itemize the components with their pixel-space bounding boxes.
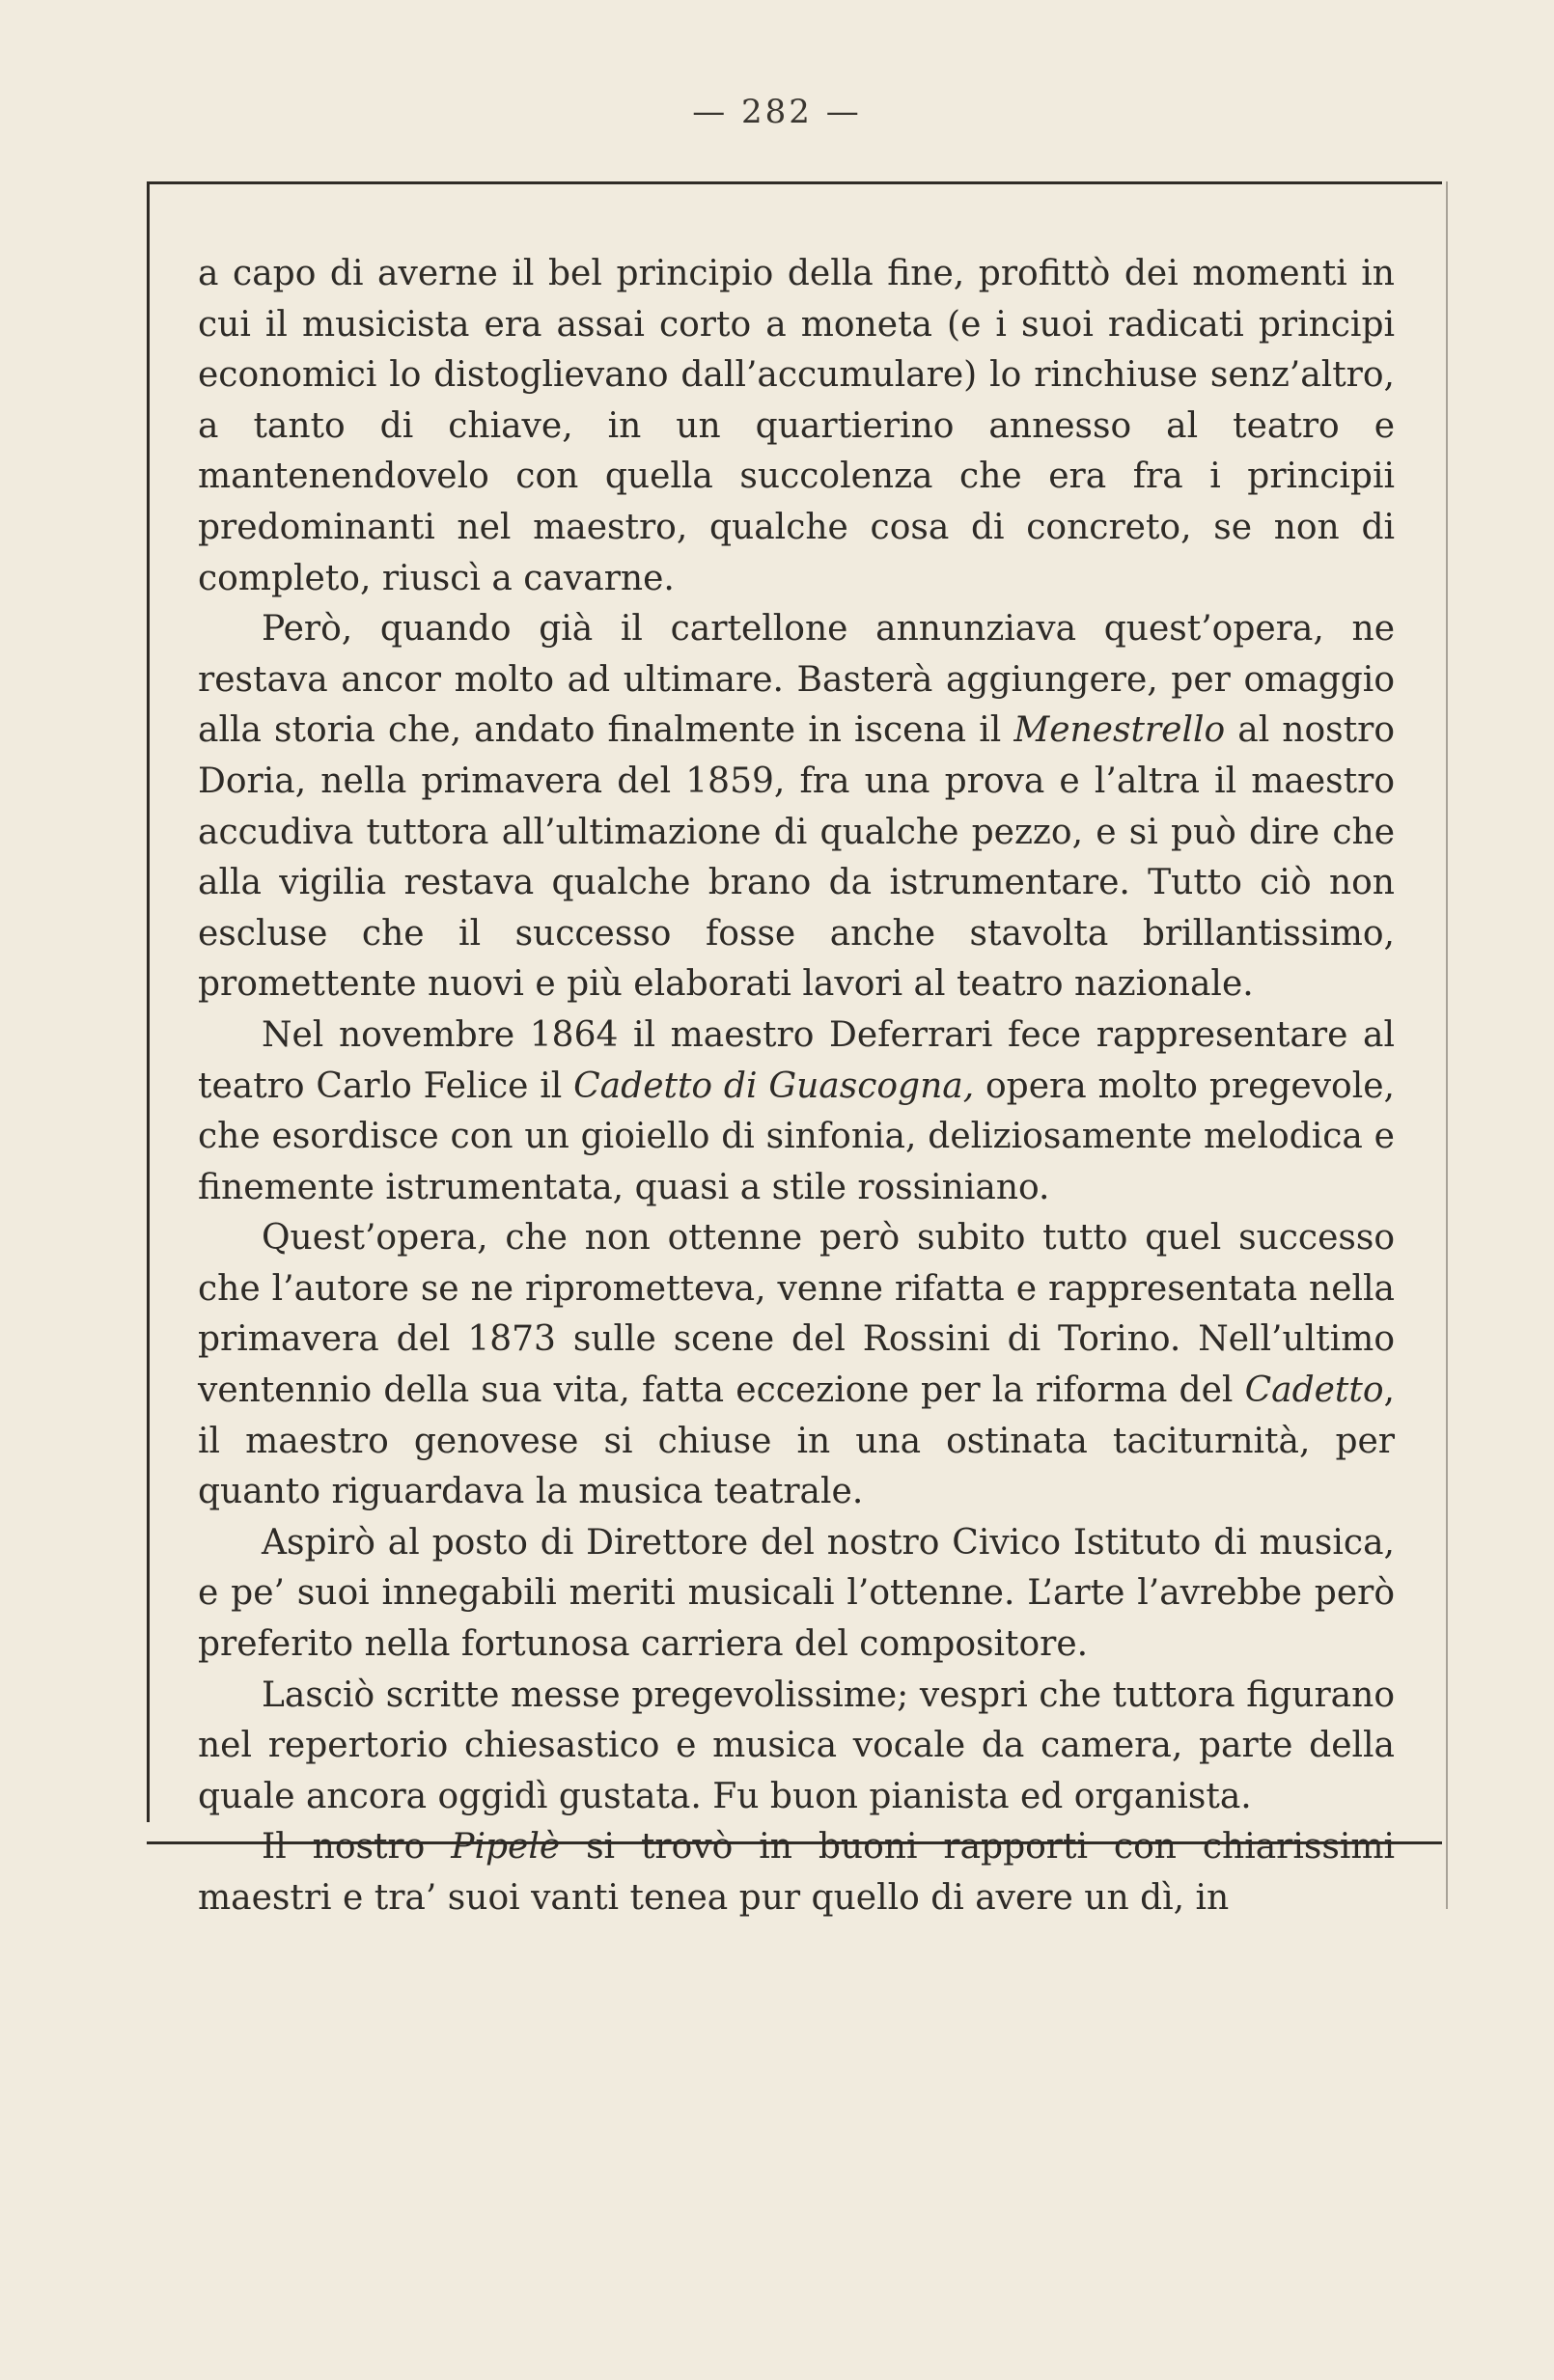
body-text — [198, 249, 1395, 1924]
paragraph — [198, 249, 1395, 604]
paragraph — [198, 1518, 1395, 1671]
paragraph — [198, 1213, 1395, 1518]
italic-title-run: Menestrello — [1013, 710, 1226, 751]
italic-title-run: Cadetto di Guascogna, — [573, 1065, 975, 1106]
page-number: — 282 — — [692, 93, 862, 131]
paragraph — [198, 1010, 1395, 1213]
text-run: al nostro Doria, nella primavera del 1859, fra una prova e l’altra il maestro accudiva tuttora all’ultimazione di qualche pezzo, e si può dire che alla vigilia restava qualche brano da istrumentare. Tutto ciò non escluse che il successo fosse anche stavolta brillantissimo, promettente nuovi e più elaborati lavori al teatro nazionale. — [198, 710, 1395, 1005]
italic-title-run: Cadetto — [1244, 1370, 1384, 1411]
text-run: opera molto pregevole, che esordisce con un gioiello di sinfonia, deliziosamente melodica e finemente istrumentata, quasi a stile rossiniano. — [198, 1065, 1395, 1207]
paragraph — [198, 1671, 1395, 1823]
frame-rule-right — [1446, 181, 1448, 1909]
text-run: Aspirò al posto di Direttore del nostro Civico Istituto di musica, e pe’ suoi innegabili meriti musicali l’ottenne. L’arte l’avrebbe però preferito nella fortunosa carriera del compositore. — [198, 1522, 1395, 1665]
text-run: Però, quando già il cartellone annunziava quest’opera, ne restava ancor molto ad ultimare. Basterà aggiungere, per omaggio alla storia che, andato finalmente in iscena il — [198, 609, 1395, 751]
text-run: Lasciò scritte messe pregevolissime; vespri che tuttora figurano nel repertorio chiesastico e musica vocale da camera, parte della quale ancora oggidì gustata. Fu buon pianista ed organista. — [198, 1674, 1395, 1816]
text-run: Il nostro — [262, 1827, 452, 1868]
paragraph — [198, 604, 1395, 1010]
frame-rule-top — [147, 181, 1442, 184]
paragraph — [198, 1822, 1395, 1923]
text-run: si trovò in buoni rapporti con chiarissimi maestri e tra’ suoi vanti tenea pur quello di avere un dì, in — [198, 1827, 1395, 1918]
text-run: a capo di averne il bel principio della fine, profittò dei momenti in cui il musicista era assai corto a moneta (e i suoi radicati principi economici lo distoglievano dall’accumulare) lo rinchiuse senz’altro, a tanto di chiave, in un quartierino annesso al teatro e mantenendovelo con quella succolenza che era fra i principii predominanti nel maestro, qualche cosa di concreto, se non di completo, riuscì a cavarne. — [198, 254, 1395, 598]
text-run: Nel novembre 1864 il maestro Deferrari fece rappresentare al teatro Carlo Felice il — [198, 1014, 1395, 1106]
italic-title-run: Pipelè — [451, 1827, 561, 1868]
text-run: Quest’opera, che non ottenne però subito tutto quel successo che l’autore se ne riprometteva, venne rifatta e rappresentata nella primavera del 1873 sulle scene del Rossini di Torino. Nell’ultimo ventennio della sua vita, fatta eccezione per la riforma del — [198, 1218, 1395, 1411]
frame-rule-left — [147, 181, 150, 1822]
text-run: , il maestro genovese si chiuse in una ostinata taciturnità, per quanto riguardava la musica teatrale. — [198, 1370, 1395, 1512]
